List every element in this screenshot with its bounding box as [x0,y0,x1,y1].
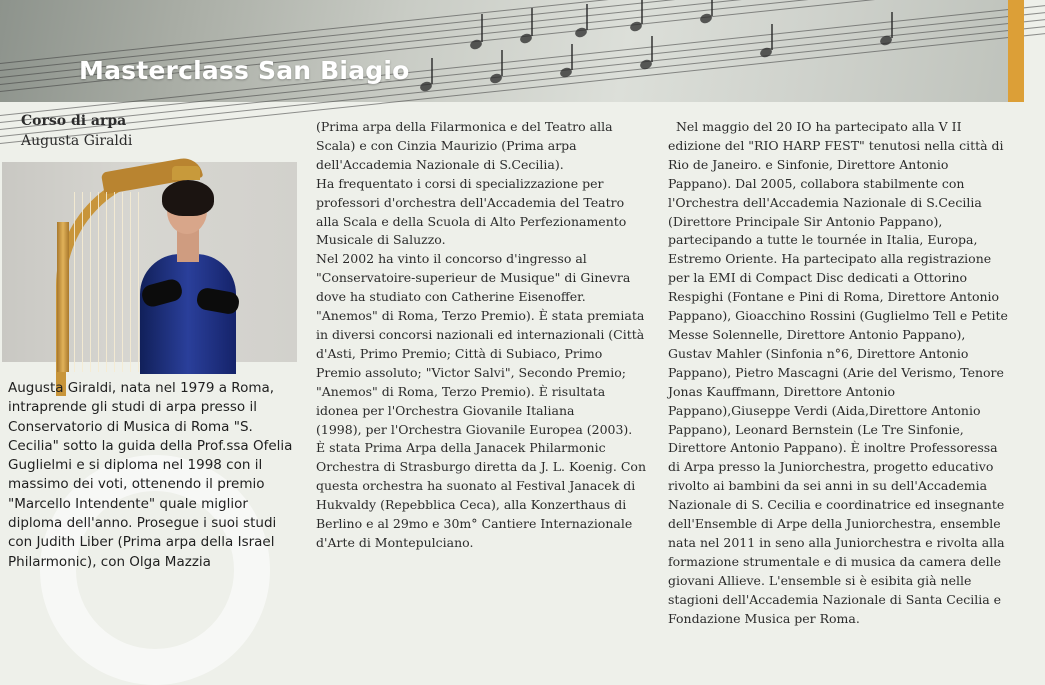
header-banner [0,0,1008,102]
bio-paragraph: Nel 2002 ha vinto il concorso d'ingresso al "Conservatoire-superieur de Musique" di Ginevra dove ha studiato con Catherine Eisenoffer. [316,251,631,305]
bio-paragraph: (1998), per l'Orchestra Giovanile Europea (2003). [316,421,633,437]
bio-paragraph: Ha frequentato i corsi di specializzazione per professori d'orchestra dell'Accademia del Teatro alla Scala e della Scuola di Alto Perfezionamento Musicale di Saluzzo. [316,175,627,248]
teacher-name: Augusta Giraldi [21,133,133,149]
bio-intro: Augusta Giraldi, nata nel 1979 a Roma, intraprende gli studi di arpa presso il Conservatorio di Musica di Roma "S. Cecilia" sotto la guida della Prof.ssa Ofelia Guglielmi e si diploma nel 1998 con il massimo dei voti, ottenendo il premio "Marcello Intendente" quale miglior diploma dell'anno. Prosegue i suoi studi con Judith Liber (Prima arpa della Israel Philarmonic), con Olga Mazzia [8,380,293,570]
bio-paragraph: Nel maggio del 20 IO ha partecipato alla V II edizione del "RIO HARP FEST" tenutosi nella città di Rio de Janeiro. e Sinfonie, Direttore Antonio Pappano). Dal 2005, collabora stabilmente con l'Orchestra dell'Accademia Nazionale di S.Cecilia (Direttore Principale Sir Antonio Pappano), partecipando a tutte le tournée in Italia, Europa, Estremo Oriente. Ha partecipato alla registrazione per la EMI di Compact Disc dedicati a Ottorino Respighi (Fontane e Pini di Roma, Direttore Antonio Pappano), Gioacchino Rossini (Guglielmo Tell e Petite Messe Solennelle, Direttore Antonio Pappano), Gustav Mahler (Sinfonia n°6, Direttore Antonio Pappano), Pietro Mascagni (Arie del Verismo, Tenore Jonas Kauffmann, Direttore Antonio Pappano),Giuseppe Verdi (Aida,Direttore Antonio Pappano), Leonard Bernstein (Le Tre Sinfonie, Direttore Antonio Pappano). È inoltre Professoressa di Arpa presso la Juniorchestra, progetto educativo rivolto ai bambini da sei anni in su dell'Accademia Nazionale di S. Cecilia e coordinatrice ed insegnante dell'Ensemble di Arpe della Juniorchestra, ensemble nata nel 2011 in seno alla Juniorchestra e rivolta alla formazione strumentale e di musica da camera delle giovani Allieve. L'ensemble si è esibita già nelle stagioni dell'Accademia Nazionale di Santa Cecilia e Fondazione Musica per Roma. [668,119,1012,626]
teacher-photo [2,162,297,362]
bio-middle-column [316,118,651,553]
bio-paragraph: È stata Prima Arpa della Janacek Philarmonic Orchestra di Strasburgo diretta da J. L. Koenig. Con questa orchestra ha suonato al Festival Janacek di Hukvaldy (Repebblica Ceca), alla Konzerthaus di Berlino e al 29mo e 30m° Cantiere Internazionale d'Arte di Montepulciano. [316,440,647,550]
course-title: Corso di arpa [21,113,127,129]
bio-paragraph: (Prima arpa della Filarmonica e del Teatro alla Scala) e con Cinzia Maurizio (Prima arpa dell'Accademia Nazionale di S.Cecilia). [316,119,613,172]
accent-bar [1008,0,1024,102]
page-title: Masterclass San Biagio [79,56,410,85]
bio-right-column [668,118,1012,628]
bio-paragraph: "Anemos" di Roma, Terzo Premio). È stata premiata in diversi concorsi nazionali ed internazionali (Città d'Asti, Primo Premio; Città di Subiaco, Primo Premio assoluto; "Victor Salvi", Secondo Premio; "Anemos" di Roma, Terzo Premio). È risultata idonea per l'Orchestra Giovanile Italiana [316,308,645,418]
